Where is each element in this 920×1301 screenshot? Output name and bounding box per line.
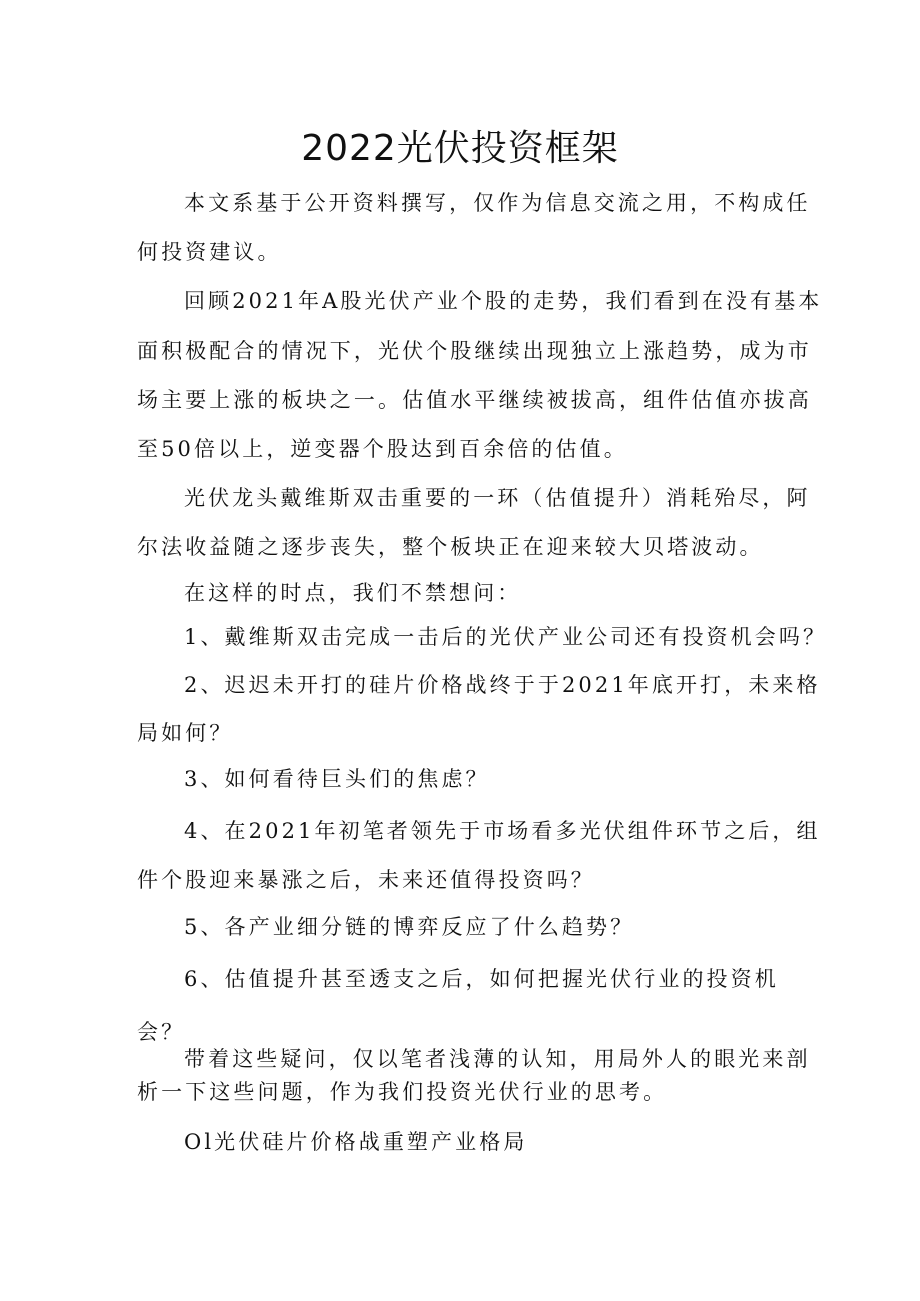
list-item-continuation: 局如何？ bbox=[137, 721, 234, 745]
list-item: 4、在2021年初笔者领先于市场看多光伏组件环节之后，组 bbox=[184, 819, 821, 843]
document-title: 2022光伏投资框架 bbox=[301, 128, 619, 169]
paragraph-line: 光伏龙头戴维斯双击重要的一环（估值提升）消耗殆尽，阿 bbox=[184, 486, 811, 510]
section-heading: Ol光伏硅片价格战重塑产业格局 bbox=[184, 1130, 528, 1154]
paragraph-line: 在这样的时点，我们不禁想问： bbox=[184, 581, 522, 605]
paragraph-line: 析一下这些问题，作为我们投资光伏行业的思考。 bbox=[137, 1080, 668, 1104]
paragraph-line: 回顾2021年A股光伏产业个股的走势，我们看到在没有基本 bbox=[184, 289, 823, 313]
paragraph-line: 场主要上涨的板块之一。估值水平继续被拔高，组件估值亦拔高 bbox=[137, 388, 812, 412]
list-item: 1、戴维斯双击完成一击后的光伏产业公司还有投资机会吗？ bbox=[184, 625, 828, 649]
list-item: 5、各产业细分链的博弈反应了什么趋势？ bbox=[184, 915, 635, 939]
list-item: 2、迟迟未开打的硅片价格战终于于2021年底开打，未来格 bbox=[184, 673, 821, 697]
paragraph-line: 面积极配合的情况下，光伏个股继续出现独立上涨趋势，成为市 bbox=[137, 339, 812, 363]
list-item: 6、估值提升甚至透支之后，如何把握光伏行业的投资机 bbox=[184, 967, 779, 991]
paragraph-line: 至50倍以上，逆变器个股达到百余倍的估值。 bbox=[137, 437, 628, 461]
list-item-continuation: 件个股迎来暴涨之后，未来还值得投资吗？ bbox=[137, 868, 595, 892]
list-item: 3、如何看待巨头们的焦虑？ bbox=[184, 767, 490, 791]
paragraph-line: 本文系基于公开资料撰写，仅作为信息交流之用，不构成任 bbox=[184, 191, 811, 215]
paragraph-line: 尔法收益随之逐步丧失，整个板块正在迎来较大贝塔波动。 bbox=[137, 535, 764, 559]
paragraph-line: 带着这些疑问，仅以笔者浅薄的认知，用局外人的眼光来剖 bbox=[184, 1047, 811, 1071]
list-item-continuation: 会？ bbox=[137, 1020, 186, 1044]
paragraph-line: 何投资建议。 bbox=[137, 240, 282, 264]
